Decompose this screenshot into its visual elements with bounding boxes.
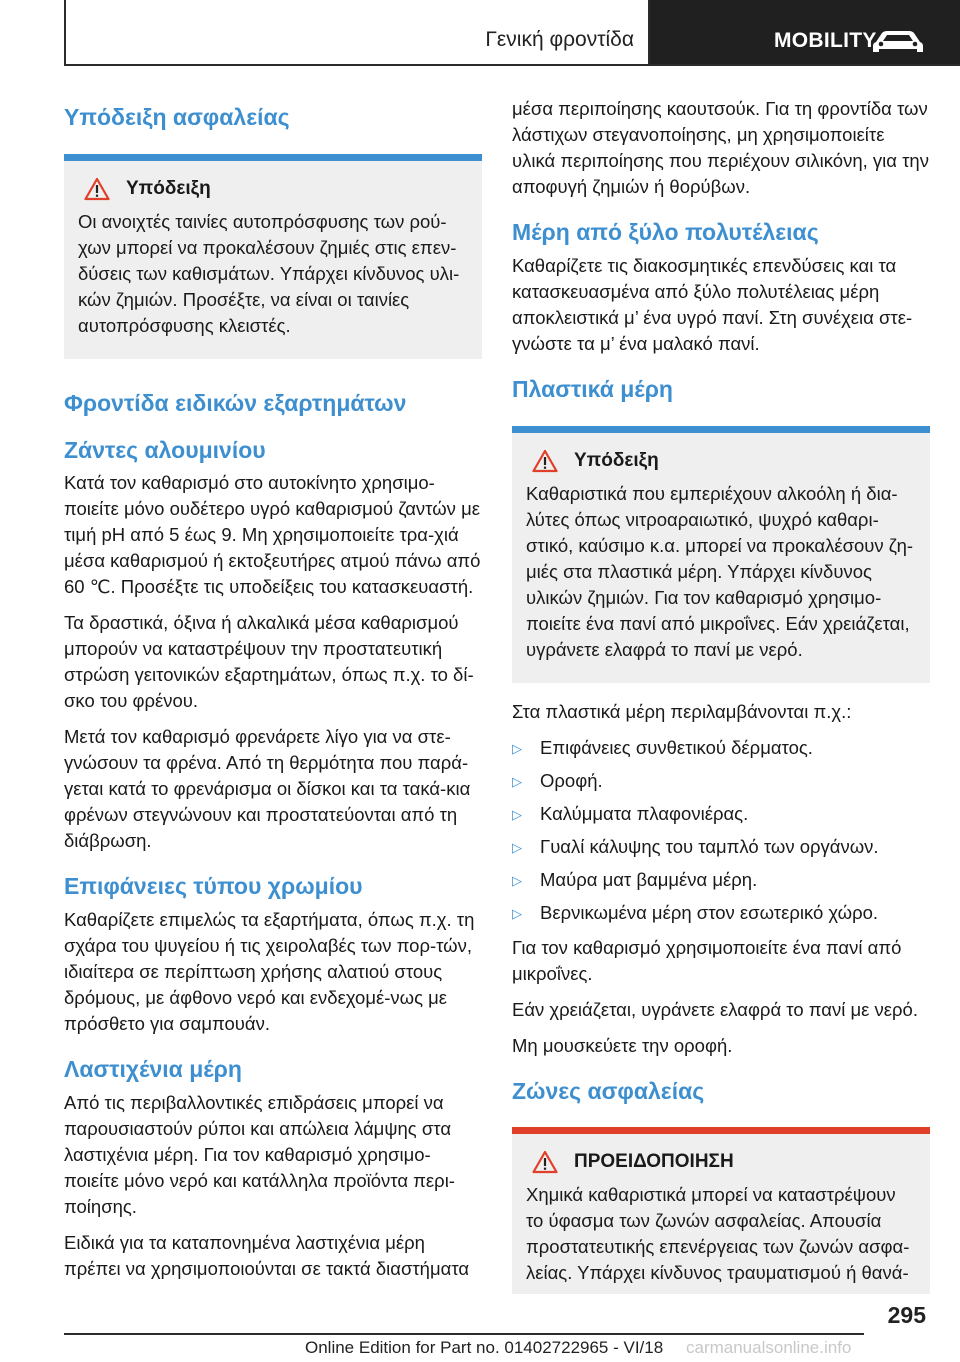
heading-wood-parts: Μέρη από ξύλο πολυτέλειας: [512, 219, 819, 245]
heading-chrome-surfaces: Επιφάνειες τύπου χρωμίου: [64, 873, 363, 900]
list-item: ▷ Καλύμματα πλαφονιέρας.: [512, 801, 930, 828]
list-item: ▷ Μαύρα ματ βαμμένα μέρη.: [512, 867, 930, 894]
callout-text: Καθαριστικά που εμπεριέχουν αλκοόλη ή δια‐λύτες όπως νιτροαραιωτικό, ψυχρό καθαρι‐στικό, καύσιμο κ.α. μπορεί να προκαλέσουν ζη‐μιές στα πλαστικά μέρη. Υπάρχει κίνδυνος υλικών ζημιών. Για τον καθαρισμό χρησιμο‐ποιείτε ένα πανί από μικροΐνες. Εάν χρειάζεται, υγράνετε ελαφρά το πανί με νερό.: [526, 482, 914, 660]
paragraph: Από τις περιβαλλοντικές επιδράσεις μπορεί να παρουσιαστούν ρύποι και απώλεια λάμψης στα λαστιχένια μέρη. Για τον καθαρισμό χρησιμο‐ποιείτε μόνο νερό και κατάλληλα προϊόντα περι‐ποίησης.: [64, 1091, 455, 1217]
callout-rule: [64, 154, 482, 161]
callout-header: [520, 449, 916, 473]
triangle-bullet-icon: ▷: [512, 905, 522, 921]
paragraph: Εάν χρειάζεται, υγράνετε ελαφρά το πανί με νερό.: [512, 998, 918, 1020]
triangle-bullet-icon: ▷: [512, 839, 522, 855]
warning-rule: [512, 1127, 930, 1134]
header-chapter-mobility: MOBILITY: [650, 0, 960, 66]
paragraph: Τα δραστικά, όξινα ή αλκαλικά μέσα καθαρισμού μπορούν να καταστρέψουν την προστατευτική στρώση γειτονικών εξαρτημάτων, όπως π.χ. το δί‐σκο του φρένου.: [64, 612, 474, 712]
car-icon: [870, 28, 926, 56]
paragraph: μέσα περιποίησης καουτσούκ. Για τη φροντίδα των λάστιχων στεγανοποίησης, μη χρησιμοποιείτε υλικά περιποίησης που περιέχουν σιλικόνη, για την αποφυγή ζημιών ή θορύβων.: [512, 98, 929, 197]
header-rule: [64, 64, 960, 66]
heading-seat-belts: Ζώνες ασφαλείας: [512, 1077, 705, 1104]
paragraph: Μετά τον καθαρισμό φρενάρετε λίγο για να στε‐γνώσουν τα φρένα. Από τη θερμότητα που παρά‐γεται κατά το φρενάρισμα οι δίσκοι και τα τακά‐κια φρένων στεγνώνουν και προστατεύονται από τη διάβρωση.: [64, 726, 471, 852]
footer-watermark: carmanualsonline.info: [686, 1338, 852, 1357]
list-item: ▷ Γυαλί κάλυψης του ταμπλό των οργάνων.: [512, 834, 930, 861]
callout-header: [520, 1150, 916, 1174]
triangle-bullet-icon: ▷: [512, 806, 522, 822]
left-column: [64, 96, 482, 1292]
page-number: 295: [887, 1302, 926, 1328]
list-item: ▷ Οροφή.: [512, 768, 930, 795]
heading-alloy-wheels: Ζάντες αλουμινίου: [64, 436, 266, 463]
warning-triangle-icon: [84, 177, 110, 201]
callout-title: ΠΡΟΕΙΔΟΠΟΙΗΣΗ: [574, 1151, 734, 1173]
paragraph: Ειδικά για τα καταπονημένα λαστιχένια μέρη πρέπει να χρησιμοποιούνται σε τακτά διαστήματα: [64, 1231, 470, 1279]
paragraph: Στα πλαστικά μέρη περιλαμβάνονται π.χ.:: [512, 700, 852, 722]
heading-rubber-parts: Λαστιχένια μέρη: [64, 1056, 242, 1082]
triangle-bullet-icon: ▷: [512, 773, 522, 789]
paragraph: Καθαρίζετε επιμελώς τα εξαρτήματα, όπως π.χ. τη σχάρα του ψυγείου ή τις χειρολαβές των πορ‐τών, ιδιαίτερα σε περίπτωση χρήσης αλατιού στους δρόμους, με άφθονο νερό και ενδεχομέ‐νως με πρόσθετο για σαμπουάν.: [64, 909, 475, 1034]
header-section-title: Γενική φροντίδα: [485, 28, 634, 51]
warning-triangle-icon: [532, 1150, 558, 1174]
callout-note-plastic: [512, 433, 930, 683]
paragraph: Κατά τον καθαρισμό στο αυτοκίνητο χρησιμο‐ποιείτε μόνο ουδέτερο υγρό καθαρισμού ζαντών με τιμή pH από 5 έως 9. Μη χρησιμοποιείτε τρα‐χιά μέσα καθαρισμού ή εκτοξευτήρες ατμού πάνω από 60 ℃. Προσέξτε τις υποδείξεις του κατασκευαστή.: [64, 472, 481, 598]
callout-note-seats: [64, 161, 482, 359]
callout-title: Υπόδειξη: [126, 177, 211, 199]
triangle-bullet-icon: ▷: [512, 872, 522, 888]
paragraph: Για τον καθαρισμό χρησιμοποιείτε ένα πανί από μικροΐνες.: [512, 936, 902, 984]
heading-plastic-parts: Πλαστικά μέρη: [512, 375, 673, 402]
callout-title: Υπόδειξη: [574, 449, 659, 471]
list-item: ▷ Επιφάνειες συνθετικού δέρματος.: [512, 735, 930, 762]
paragraph: Μη μουσκεύετε την οροφή.: [512, 1034, 733, 1056]
callout-rule: [512, 426, 930, 433]
list-item: ▷ Βερνικωμένα μέρη στον εσωτερικό χώρο.: [512, 900, 930, 927]
plastic-parts-list: [512, 735, 930, 927]
footer-rule: [64, 1333, 864, 1335]
callout-header: [72, 177, 468, 201]
callout-text: Χημικά καθαριστικά μπορεί να καταστρέψουν το ύφασμα των ζωνών ασφαλείας. Απουσία προστατευτικής επενέργειας των ζωνών ασφα‐λείας. Υπάρχει κίνδυνος τραυματισμού ή θανά‐: [526, 1184, 910, 1284]
callout-warning-belts: [512, 1134, 930, 1294]
heading-safety-note: Υπόδειξη ασφαλείας: [64, 104, 290, 130]
footer-edition: Online Edition for Part no. 01402722965 - VI/18: [305, 1338, 664, 1357]
paragraph: Καθαρίζετε τις διακοσμητικές επενδύσεις και τα κατασκευασμένα από ξύλο πολυτέλειας μέρη αποκλειστικά μ’ ένα υγρό πανί. Στη συνέχεια στε‐γνώστε τα μ’ ένα μαλακό πανί.: [512, 254, 913, 354]
callout-text: Οι ανοιχτές ταινίες αυτοπρόσφυσης των ρού‐χων μπορεί να προκαλέσουν ζημιές στις επεν‐δύσεις των καθισμάτων. Υπάρχει κίνδυνος υλι‐κών ζημιών. Προσέξτε, να είναι οι ταινίες αυτοπρόσφυσης κλειστές.: [78, 210, 460, 336]
right-column: [512, 96, 930, 1294]
heading-special-parts: Φροντίδα ειδικών εξαρτημάτων: [64, 389, 407, 416]
triangle-bullet-icon: ▷: [512, 740, 522, 756]
warning-triangle-icon: [532, 449, 558, 473]
